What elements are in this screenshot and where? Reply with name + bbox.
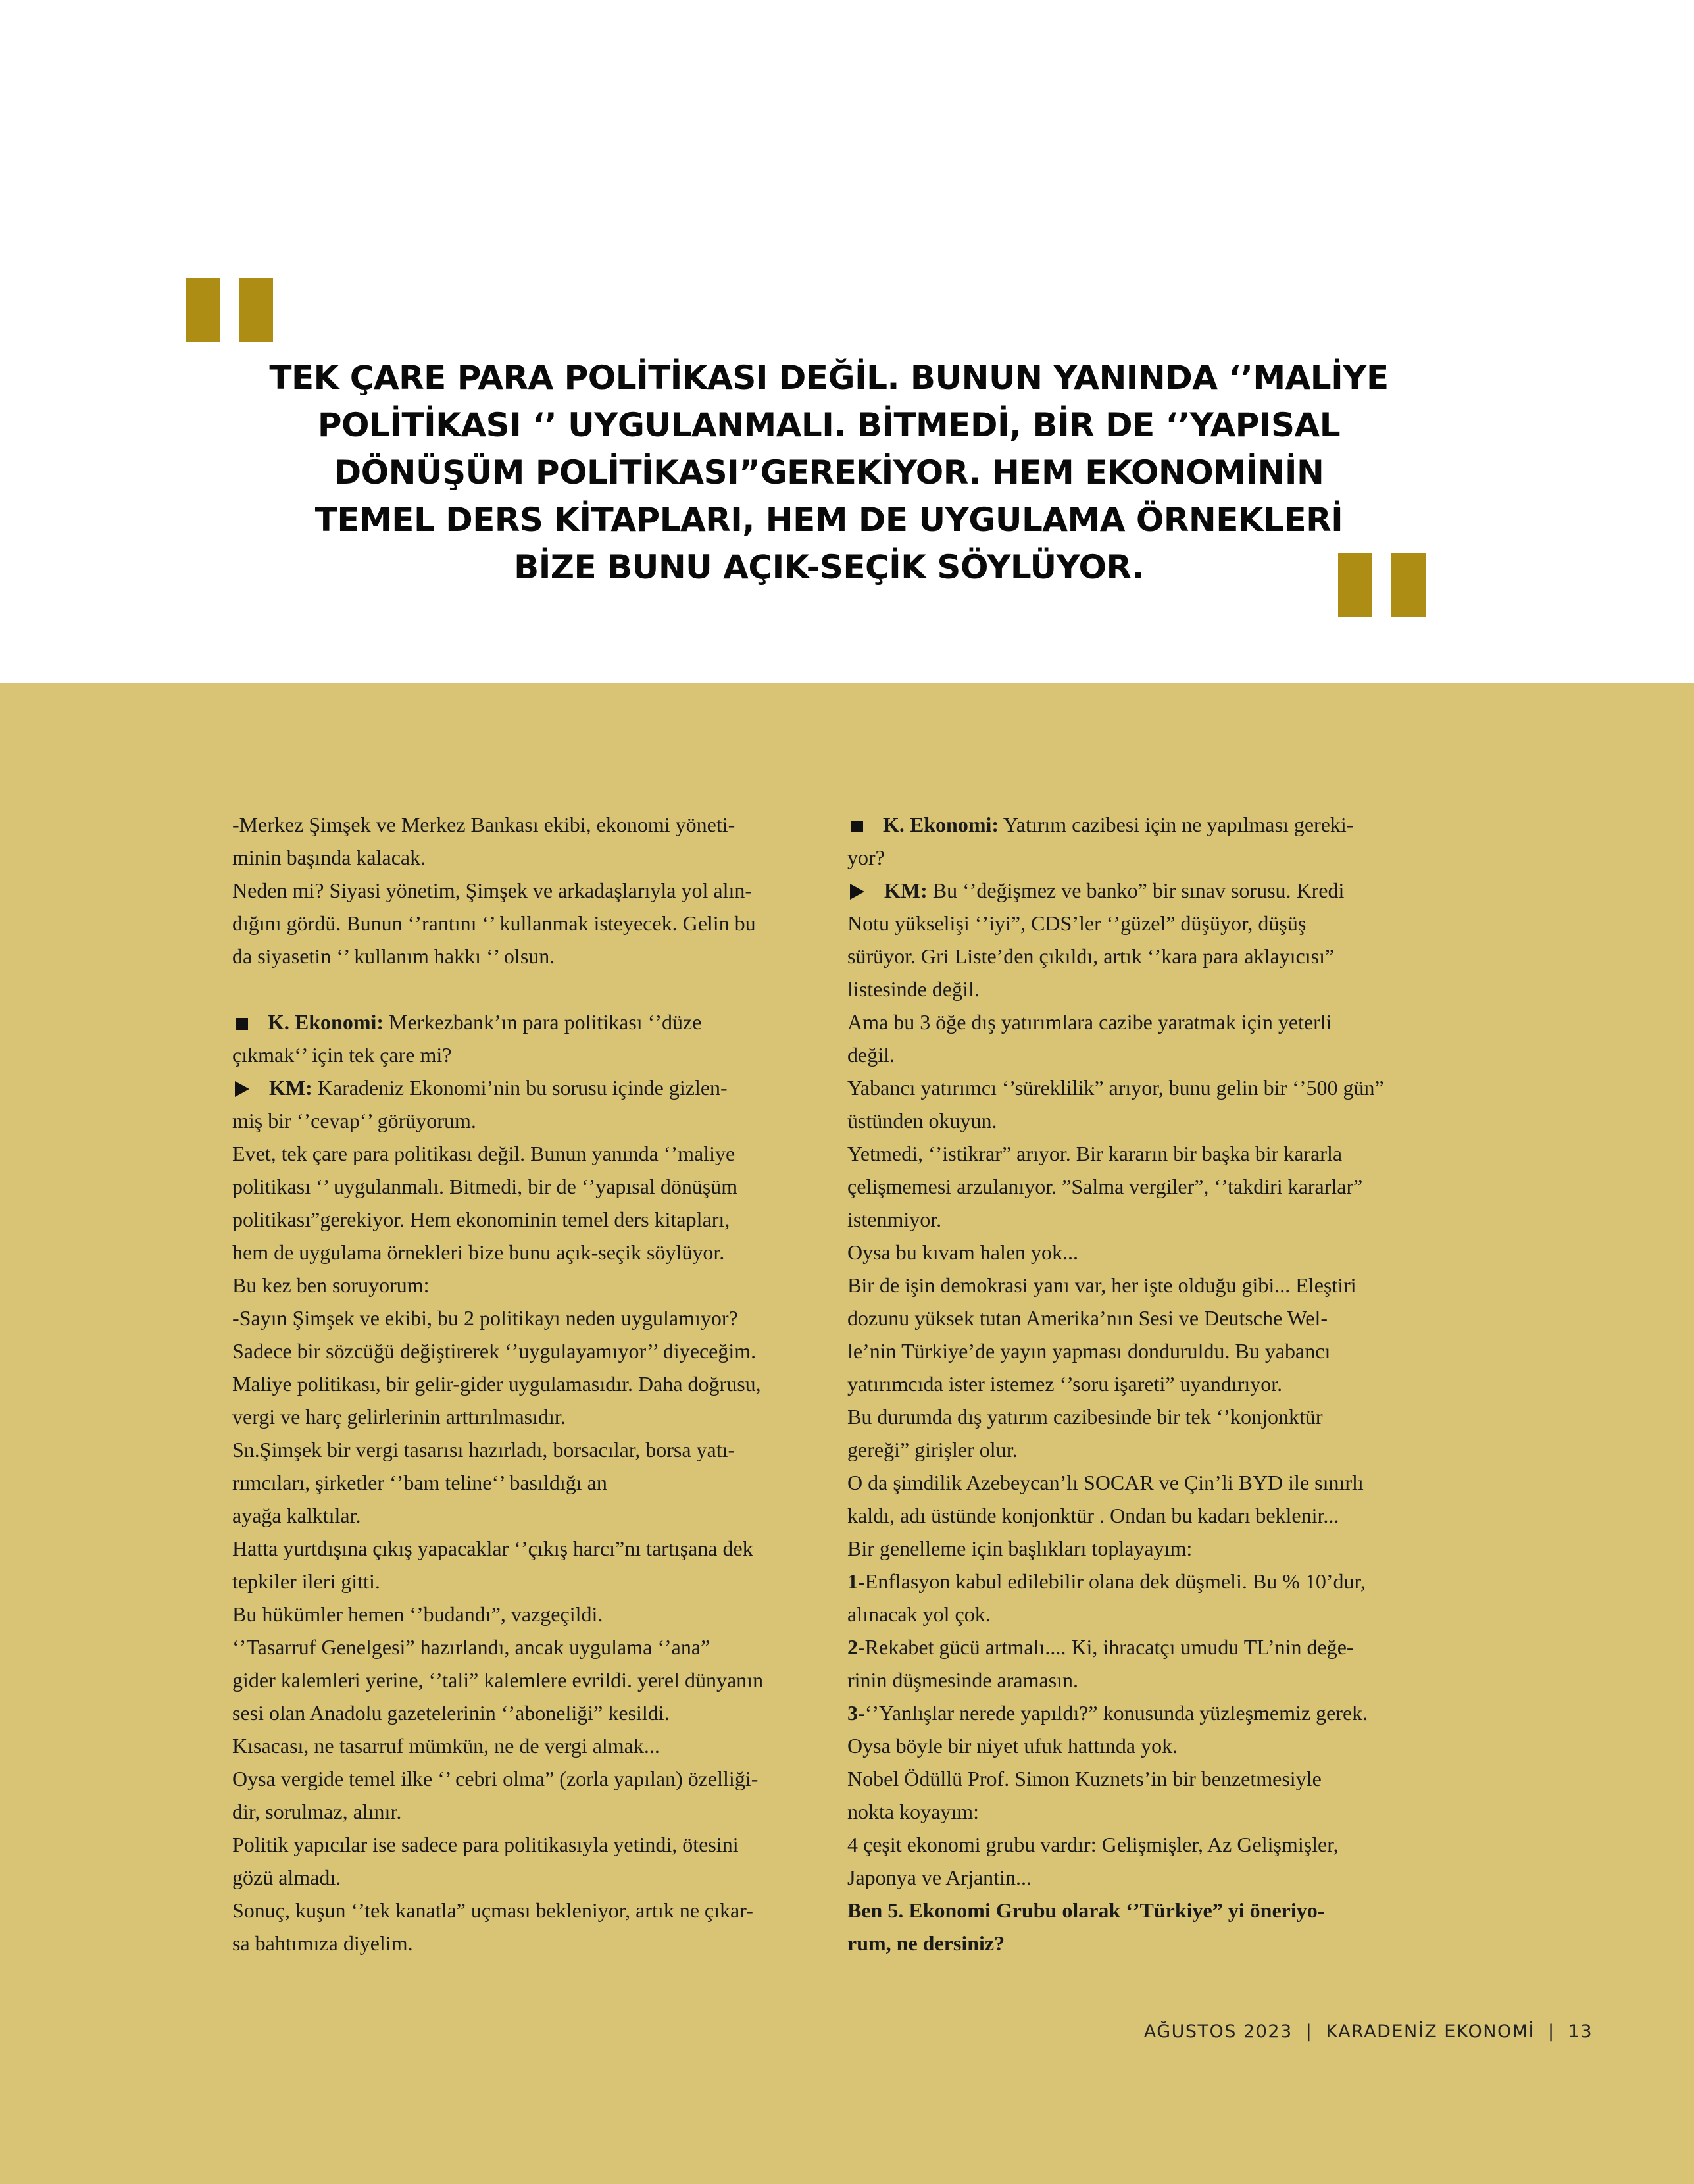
question-text: Merkezbank’ın para politikası ‘’düze [384, 1010, 702, 1034]
text-line: Notu yükselişi ‘’iyi”, CDS’ler ‘’güzel” düşüyor, düşüş [847, 911, 1307, 935]
question-label: K. Ekonomi: [883, 813, 999, 836]
list-text: Enflasyon kabul edilebilir olana dek düşmeli. Bu % 10’dur, [864, 1569, 1366, 1593]
text-line: rımcıları, şirketler ‘’bam teline‘’ basıldığı an [232, 1471, 607, 1494]
text-line: Bir de işin demokrasi yanı var, her işte olduğu gibi... Eleştiri [847, 1273, 1357, 1297]
text-line: üstünden okuyun. [847, 1109, 997, 1132]
text-line: Politik yapıcılar ise sadece para politikasıyla yetindi, ötesini [232, 1833, 739, 1856]
closing-bold-line: rum, ne dersiniz? [847, 1931, 1005, 1955]
text-line: kaldı, adı üstünde konjonktür . Ondan bu kadarı beklenir... [847, 1504, 1339, 1527]
text-line: Maliye politikası, bir gelir-gider uygulamasıdır. Daha doğrusu, [232, 1372, 761, 1396]
answer-line [847, 874, 1446, 907]
text-line: tepkiler ileri gitti. [232, 1569, 380, 1593]
text-line: politikası ‘’ uygulanmalı. Bitmedi, bir de ‘’yapısal dönüşüm [232, 1175, 738, 1198]
text-line: -Sayın Şimşek ve ekibi, bu 2 politikayı neden uygulamıyor? [232, 1306, 738, 1330]
text-line: O da şimdilik Azebeycan’lı SOCAR ve Çin’li BYD ile sınırlı [847, 1471, 1364, 1494]
right-column [847, 808, 1446, 1960]
text-line: gider kalemleri yerine, ‘’tali” kalemlere evrildi. yerel dünyanın [232, 1668, 764, 1692]
text-line: le’nin Türkiye’de yayın yapması donduruldu. Bu yabancı [847, 1339, 1331, 1363]
text-line: dığını gördü. Bunun ‘’rantını ‘’ kullanmak isteyecek. Gelin bu [232, 911, 756, 935]
text-line: yatırımcıda ister istemez ‘’soru işareti” uyandırıyor. [847, 1372, 1283, 1396]
text-line: Nobel Ödüllü Prof. Simon Kuznets’in bir benzetmesiyle [847, 1767, 1322, 1790]
text-line: alınacak yol çok. [847, 1602, 991, 1626]
text-line: sürüyor. Gri Liste’den çıkıldı, artık ‘’kara para aklayıcısı” [847, 944, 1335, 968]
list-item [847, 1631, 1446, 1663]
text-line: listesinde değil. [847, 977, 980, 1001]
text-line: dozunu yüksek tutan Amerika’nın Sesi ve Deutsche Wel- [847, 1306, 1328, 1330]
footer-date: AĞUSTOS 2023 [1143, 2021, 1293, 2042]
question-line [847, 808, 1446, 841]
text-line: Yetmedi, ‘’istikrar” arıyor. Bir kararın bir başka bir kararla [847, 1142, 1343, 1165]
pull-quote-line: POLİTİKASI ‘’ UYGULANMALI. BİTMEDİ, BİR DE ‘’YAPISAL [317, 406, 1341, 444]
text-line: Oysa vergide temel ilke ‘’ cebri olma” (zorla yapılan) özelliği- [232, 1767, 759, 1790]
close-quote-mark-icon [1338, 553, 1426, 617]
text-line: Kısacası, ne tasarruf mümkün, ne de vergi almak... [232, 1734, 660, 1758]
text-line: Sadece bir sözcüğü değiştirerek ‘’uygulayamıyor’’ diyeceğim. [232, 1339, 757, 1363]
text-line: Oysa bu kıvam halen yok... [847, 1240, 1079, 1264]
text-line: çelişmemesi arzulanıyor. ”Salma vergiler”, ‘’takdiri kararlar” [847, 1175, 1363, 1198]
list-item [847, 1696, 1446, 1729]
answer-label: KM: [269, 1076, 312, 1100]
top-white-section [0, 0, 1694, 683]
answer-line [232, 1071, 831, 1104]
text-line: Bu hükümler hemen ‘’budandı”, vazgeçildi. [232, 1602, 603, 1626]
list-text: Rekabet gücü artmalı.... Ki, ihracatçı umudu TL’nin değe- [864, 1635, 1354, 1659]
list-number: 2- [847, 1635, 865, 1659]
triangle-bullet-icon [850, 884, 864, 900]
text-line: miş bir ‘’cevap‘’ görüyorum. [232, 1109, 476, 1132]
answer-text: Bu ‘’değişmez ve banko” bir sınav sorusu. Kredi [927, 878, 1345, 902]
closing-bold-line: Ben 5. Ekonomi Grubu olarak ‘’Türkiye” yi öneriyo- [847, 1898, 1325, 1922]
pull-quote [217, 354, 1441, 591]
text-line: 4 çeşit ekonomi grubu vardır: Gelişmişler, Az Gelişmişler, [847, 1833, 1339, 1856]
pull-quote-line: DÖNÜŞÜM POLİTİKASI”GEREKİYOR. HEM EKONOMİNİN [334, 453, 1324, 492]
text-line: Bu durumda dış yatırım cazibesinde bir tek ‘’konjonktür [847, 1405, 1323, 1429]
text-line: Ama bu 3 öğe dış yatırımlara cazibe yaratmak için yeterli [847, 1010, 1332, 1034]
text-line: Bir genelleme için başlıkları toplayayım: [847, 1536, 1193, 1560]
question-label: K. Ekonomi: [268, 1010, 384, 1034]
text-line: Japonya ve Arjantin... [847, 1866, 1032, 1889]
pull-quote-line: BİZE BUNU AÇIK-SEÇİK SÖYLÜYOR. [514, 548, 1144, 586]
text-line: değil. [847, 1043, 895, 1067]
text-line: -Merkez Şimşek ve Merkez Bankası ekibi, ekonomi yöneti- [232, 813, 735, 836]
list-text: ‘’Yanlışlar nerede yapıldı?” konusunda yüzleşmemiz gerek. [864, 1701, 1368, 1725]
text-line: gereği” girişler olur. [847, 1438, 1018, 1461]
question-text: Yatırım cazibesi için ne yapılması gereki- [999, 813, 1354, 836]
list-number: 3- [847, 1701, 865, 1725]
text-line: sesi olan Anadolu gazetelerinin ‘’aboneliği” kesildi. [232, 1701, 670, 1725]
answer-label: KM: [884, 878, 928, 902]
text-line: istenmiyor. [847, 1207, 942, 1231]
text-line: hem de uygulama örnekleri bize bunu açık-seçik söylüyor. [232, 1240, 725, 1264]
text-line: Bu kez ben soruyorum: [232, 1273, 430, 1297]
text-line: da siyasetin ‘’ kullanım hakkı ‘’ olsun. [232, 944, 555, 968]
list-item [847, 1565, 1446, 1598]
answer-text: Karadeniz Ekonomi’nin bu sorusu içinde gizlen- [312, 1076, 728, 1100]
text-line: Hatta yurtdışına çıkış yapacaklar ‘’çıkış harcı”nı tartışana dek [232, 1536, 753, 1560]
text-line: ‘’Tasarruf Genelgesi” hazırlandı, ancak uygulama ‘’ana” [232, 1635, 710, 1659]
text-line: Sn.Şimşek bir vergi tasarısı hazırladı, borsacılar, borsa yatı- [232, 1438, 735, 1461]
text-line: Yabancı yatırımcı ‘’süreklilik” arıyor, bunu gelin bir ‘’500 gün” [847, 1076, 1384, 1100]
text-line: yor? [847, 846, 885, 869]
footer-separator: | [1305, 2021, 1313, 2042]
text-line: politikası”gerekiyor. Hem ekonominin temel ders kitapları, [232, 1207, 730, 1231]
open-quote-mark-icon [186, 278, 273, 342]
text-line: rinin düşmesinde aramasın. [847, 1668, 1079, 1692]
text-line: Evet, tek çare para politikası değil. Bunun yanında ‘’maliye [232, 1142, 735, 1165]
text-line: çıkmak‘’ için tek çare mi? [232, 1043, 452, 1067]
text-line: sa bahtımıza diyelim. [232, 1931, 413, 1955]
text-line: gözü almadı. [232, 1866, 341, 1889]
page-footer [1144, 2021, 1593, 2042]
left-column [232, 808, 831, 1960]
text-line: minin başında kalacak. [232, 846, 426, 869]
page-number: 13 [1568, 2021, 1593, 2042]
text-line: dir, sorulmaz, alınır. [232, 1800, 402, 1823]
text-line: Sonuç, kuşun ‘’tek kanatla” uçması bekleniyor, artık ne çıkar- [232, 1898, 753, 1922]
pull-quote-line: TEK ÇARE PARA POLİTİKASI DEĞİL. BUNUN YANINDA ‘’MALİYE [269, 359, 1389, 397]
list-number: 1- [847, 1569, 865, 1593]
square-bullet-icon [236, 1018, 248, 1030]
question-line [232, 1005, 831, 1038]
text-line: Oysa böyle bir niyet ufuk hattında yok. [847, 1734, 1178, 1758]
text-line: vergi ve harç gelirlerinin arttırılmasıdır. [232, 1405, 566, 1429]
square-bullet-icon [851, 821, 863, 832]
text-line: Neden mi? Siyasi yönetim, Şimşek ve arkadaşlarıyla yol alın- [232, 878, 753, 902]
triangle-bullet-icon [235, 1081, 249, 1097]
pull-quote-line: TEMEL DERS KİTAPLARI, HEM DE UYGULAMA ÖRNEKLERİ [314, 501, 1343, 539]
text-line: nokta koyayım: [847, 1800, 979, 1823]
footer-separator: | [1548, 2021, 1555, 2042]
text-line: ayağa kalktılar. [232, 1504, 361, 1527]
footer-magazine: KARADENİZ EKONOMİ [1326, 2021, 1535, 2042]
